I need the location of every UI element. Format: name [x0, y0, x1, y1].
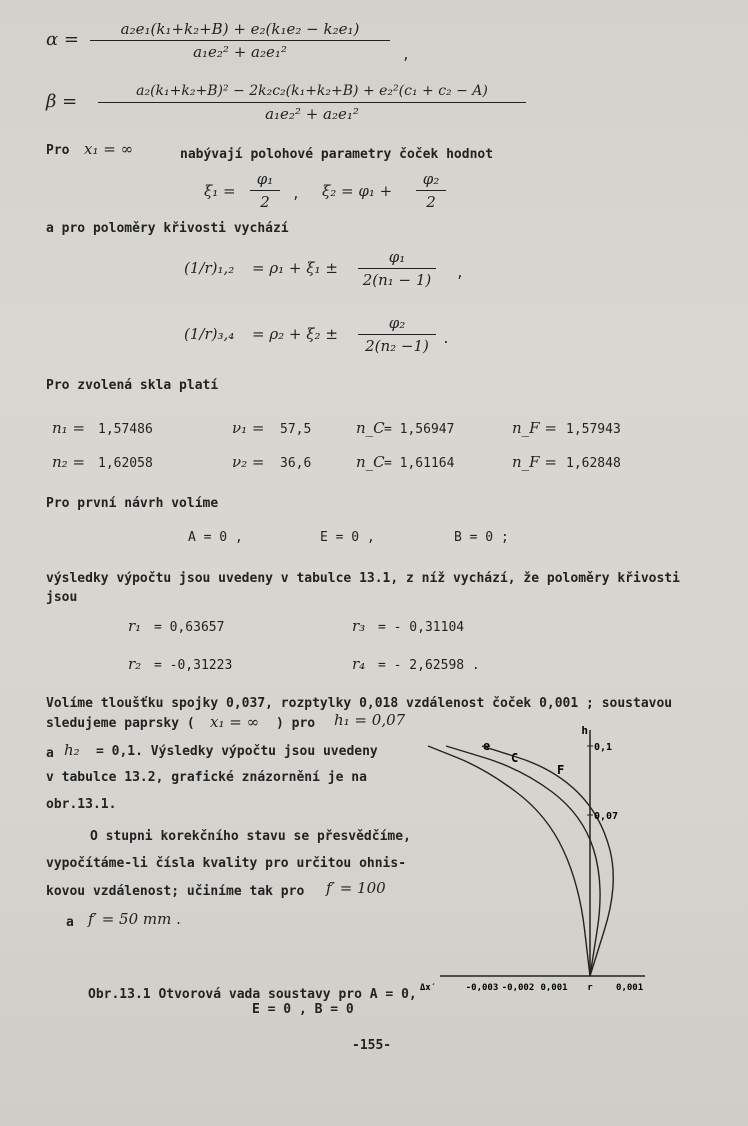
fraction-bar: [98, 102, 526, 103]
xi1-denominator: 2: [260, 193, 270, 211]
series-line-C: [446, 746, 600, 976]
glass-nf2-symbol: n_F =: [512, 453, 557, 471]
fraction-bar: [358, 334, 436, 335]
glass-nf1-value: 1,57943: [566, 422, 621, 437]
alpha-fraction: [90, 20, 390, 61]
text-volime-1: Volíme tloušťku spojky 0,037, rozptylky 0,018 vzdálenost čoček 0,001 ; soustavou: [46, 696, 673, 711]
xi2-fraction: [416, 170, 446, 211]
x-tick-label: r: [587, 983, 593, 993]
glass-v2-value: 36,6: [280, 456, 312, 471]
beta-fraction: [98, 82, 526, 123]
xi2-numerator: φ₂: [422, 170, 440, 188]
alpha-numerator: a₂e₁(k₁+k₂+B) + e₂(k₁e₂ − k₂e₁): [120, 20, 360, 38]
x-tick-label: Δx′: [419, 983, 437, 993]
curv34-period: .: [442, 332, 450, 347]
glass-v2-symbol: ν₂ =: [232, 453, 265, 471]
curv12-lhs: (1/r)₁,₂: [184, 259, 235, 277]
glass-v1-symbol: ν₁ =: [232, 419, 265, 437]
alpha-denominator: a₁e₂² + a₂e₁²: [193, 43, 287, 61]
text-para-rest-3: obr.13.1.: [46, 797, 117, 812]
text-para-rest-1: = 0,1. Výsledky výpočtu jsou uvedeny: [96, 744, 378, 759]
y-tick-label: 0,07: [594, 811, 619, 822]
series-line-F: [482, 746, 613, 976]
x-tick-label: 0,001: [616, 983, 644, 993]
radius-r4-value: = - 2,62598 .: [378, 658, 480, 673]
radius-r1-symbol: r₁: [128, 617, 142, 635]
figure-caption-2: E = 0 , B = 0: [252, 1002, 354, 1017]
text-para-rest-2: v tabulce 13.2, grafické znázornění je na: [46, 770, 367, 785]
xi1-fraction: [250, 170, 280, 211]
curv34-fraction: [358, 314, 436, 355]
series-layer: [428, 739, 613, 976]
radius-r4-symbol: r₄: [352, 655, 366, 673]
param-a: A = 0 ,: [188, 530, 243, 545]
glass-v1-value: 57,5: [280, 422, 312, 437]
curv12-denominator: 2(n₁ − 1): [362, 271, 432, 289]
glass-n1-value: 1,57486: [98, 422, 153, 437]
figure-caption-1: Obr.13.1 Otvorová vada soustavy pro A = 0,: [88, 987, 417, 1002]
glass-n2-symbol: n₂ =: [52, 453, 86, 471]
fraction-bar: [90, 40, 390, 41]
beta-symbol: β =: [46, 91, 78, 112]
x-tick-label: -0,003: [465, 983, 499, 993]
series-label-e: e: [483, 739, 491, 753]
glass-n1-symbol: n₁ =: [52, 419, 86, 437]
text-a-pro-polomery: a pro poloměry křivosti vychází: [46, 221, 289, 236]
xi-separator: ,: [292, 187, 300, 202]
radius-r1-value: = 0,63657: [154, 620, 225, 635]
xi1-numerator: φ₁: [256, 170, 274, 188]
y-axis-label: h: [581, 724, 588, 737]
text-para2-4a: a: [66, 915, 74, 930]
xi2-lhs: ξ₂ = φ₁ +: [322, 182, 393, 200]
glass-nc2-symbol: n_C: [356, 453, 385, 471]
curv34-numerator: φ₂: [388, 314, 406, 332]
text-para2-1: O stupni korekčního stavu se přesvědčíme,: [90, 829, 411, 844]
text-pro-zvolena: Pro zvolená skla platí: [46, 378, 219, 393]
page-number: -155-: [352, 1038, 392, 1053]
radius-r2-symbol: r₂: [128, 655, 142, 673]
curv12-numerator: φ₁: [388, 248, 406, 266]
curv12-comma: ,: [456, 266, 464, 281]
glass-n2-value: 1,62058: [98, 456, 153, 471]
series-label-C: C: [511, 751, 519, 765]
xi1-lhs: ξ₁ =: [204, 182, 236, 200]
glass-nc1-symbol: n_C: [356, 419, 385, 437]
glass-nc2-value: = 1,61164: [384, 456, 455, 471]
text-volime-2a: sledujeme paprsky (: [46, 716, 195, 731]
series-label-F: F: [557, 763, 565, 777]
fraction-bar: [358, 268, 436, 269]
text-para-h2: h₂: [64, 741, 80, 759]
glass-nf2-value: 1,62848: [566, 456, 621, 471]
fraction-bar: [416, 190, 446, 191]
fraction-bar: [250, 190, 280, 191]
text-pro: Pro: [46, 143, 70, 158]
beta-numerator: a₂(k₁+k₂+B)² − 2k₂c₂(k₁+k₂+B) + e₂²(c₁ + c₂ − A): [136, 83, 488, 99]
xi2-denominator: 2: [426, 193, 436, 211]
text-para2-3a: kovou vzdálenost; učiníme tak pro: [46, 884, 305, 899]
text-vysledky-2: jsou: [46, 590, 78, 605]
radius-r2-value: = -0,31223: [154, 658, 233, 673]
text-para2-2: vypočítáme-li čísla kvality pro určitou ohnis-: [46, 856, 407, 871]
text-pro-prvni: Pro první návrh volíme: [46, 496, 219, 511]
text-vysledky-1: výsledky výpočtu jsou uvedeny v tabulce 13.1, z níž vychází, že poloměry křivosti: [46, 571, 680, 586]
text-para2-4b: f′ = 50 mm .: [88, 910, 181, 928]
curv34-denominator: 2(n₂ −1): [365, 337, 429, 355]
text-para-a: a: [46, 746, 54, 761]
text-volime-2c: ) pro: [276, 716, 316, 731]
glass-nc1-value: = 1,56947: [384, 422, 455, 437]
text-volime-2b: x₁ = ∞: [210, 713, 260, 731]
x-tick-label: 0,001: [540, 983, 568, 993]
curv34-mid: = ρ₂ + ξ₂ ±: [252, 325, 338, 343]
x1-infinity: x₁ = ∞: [84, 140, 134, 158]
aberration-chart: [419, 720, 660, 1000]
text-volime-2d: h₁ = 0,07: [334, 711, 406, 729]
ticks-layer: [420, 742, 643, 993]
curv12-mid: = ρ₁ + ξ₁ ±: [252, 259, 338, 277]
y-tick-label: 0,1: [594, 742, 613, 753]
x-tick-label: -0,002: [501, 983, 535, 993]
series-line-e: [428, 746, 590, 976]
param-b: B = 0 ;: [454, 530, 509, 545]
beta-denominator: a₁e₂² + a₂e₁²: [265, 105, 359, 123]
text-para2-3b: f′ = 100: [326, 879, 386, 897]
alpha-symbol: α =: [46, 29, 79, 50]
param-e: E = 0 ,: [320, 530, 375, 545]
glass-nf1-symbol: n_F =: [512, 419, 557, 437]
curv12-fraction: [358, 248, 436, 289]
radius-r3-symbol: r₃: [352, 617, 366, 635]
radius-r3-value: = - 0,31104: [378, 620, 465, 635]
alpha-comma: ,: [402, 48, 410, 63]
curv34-lhs: (1/r)₃,₄: [184, 325, 235, 343]
text-nabyvaji: nabývají polohové parametry čoček hodnot: [180, 147, 494, 162]
